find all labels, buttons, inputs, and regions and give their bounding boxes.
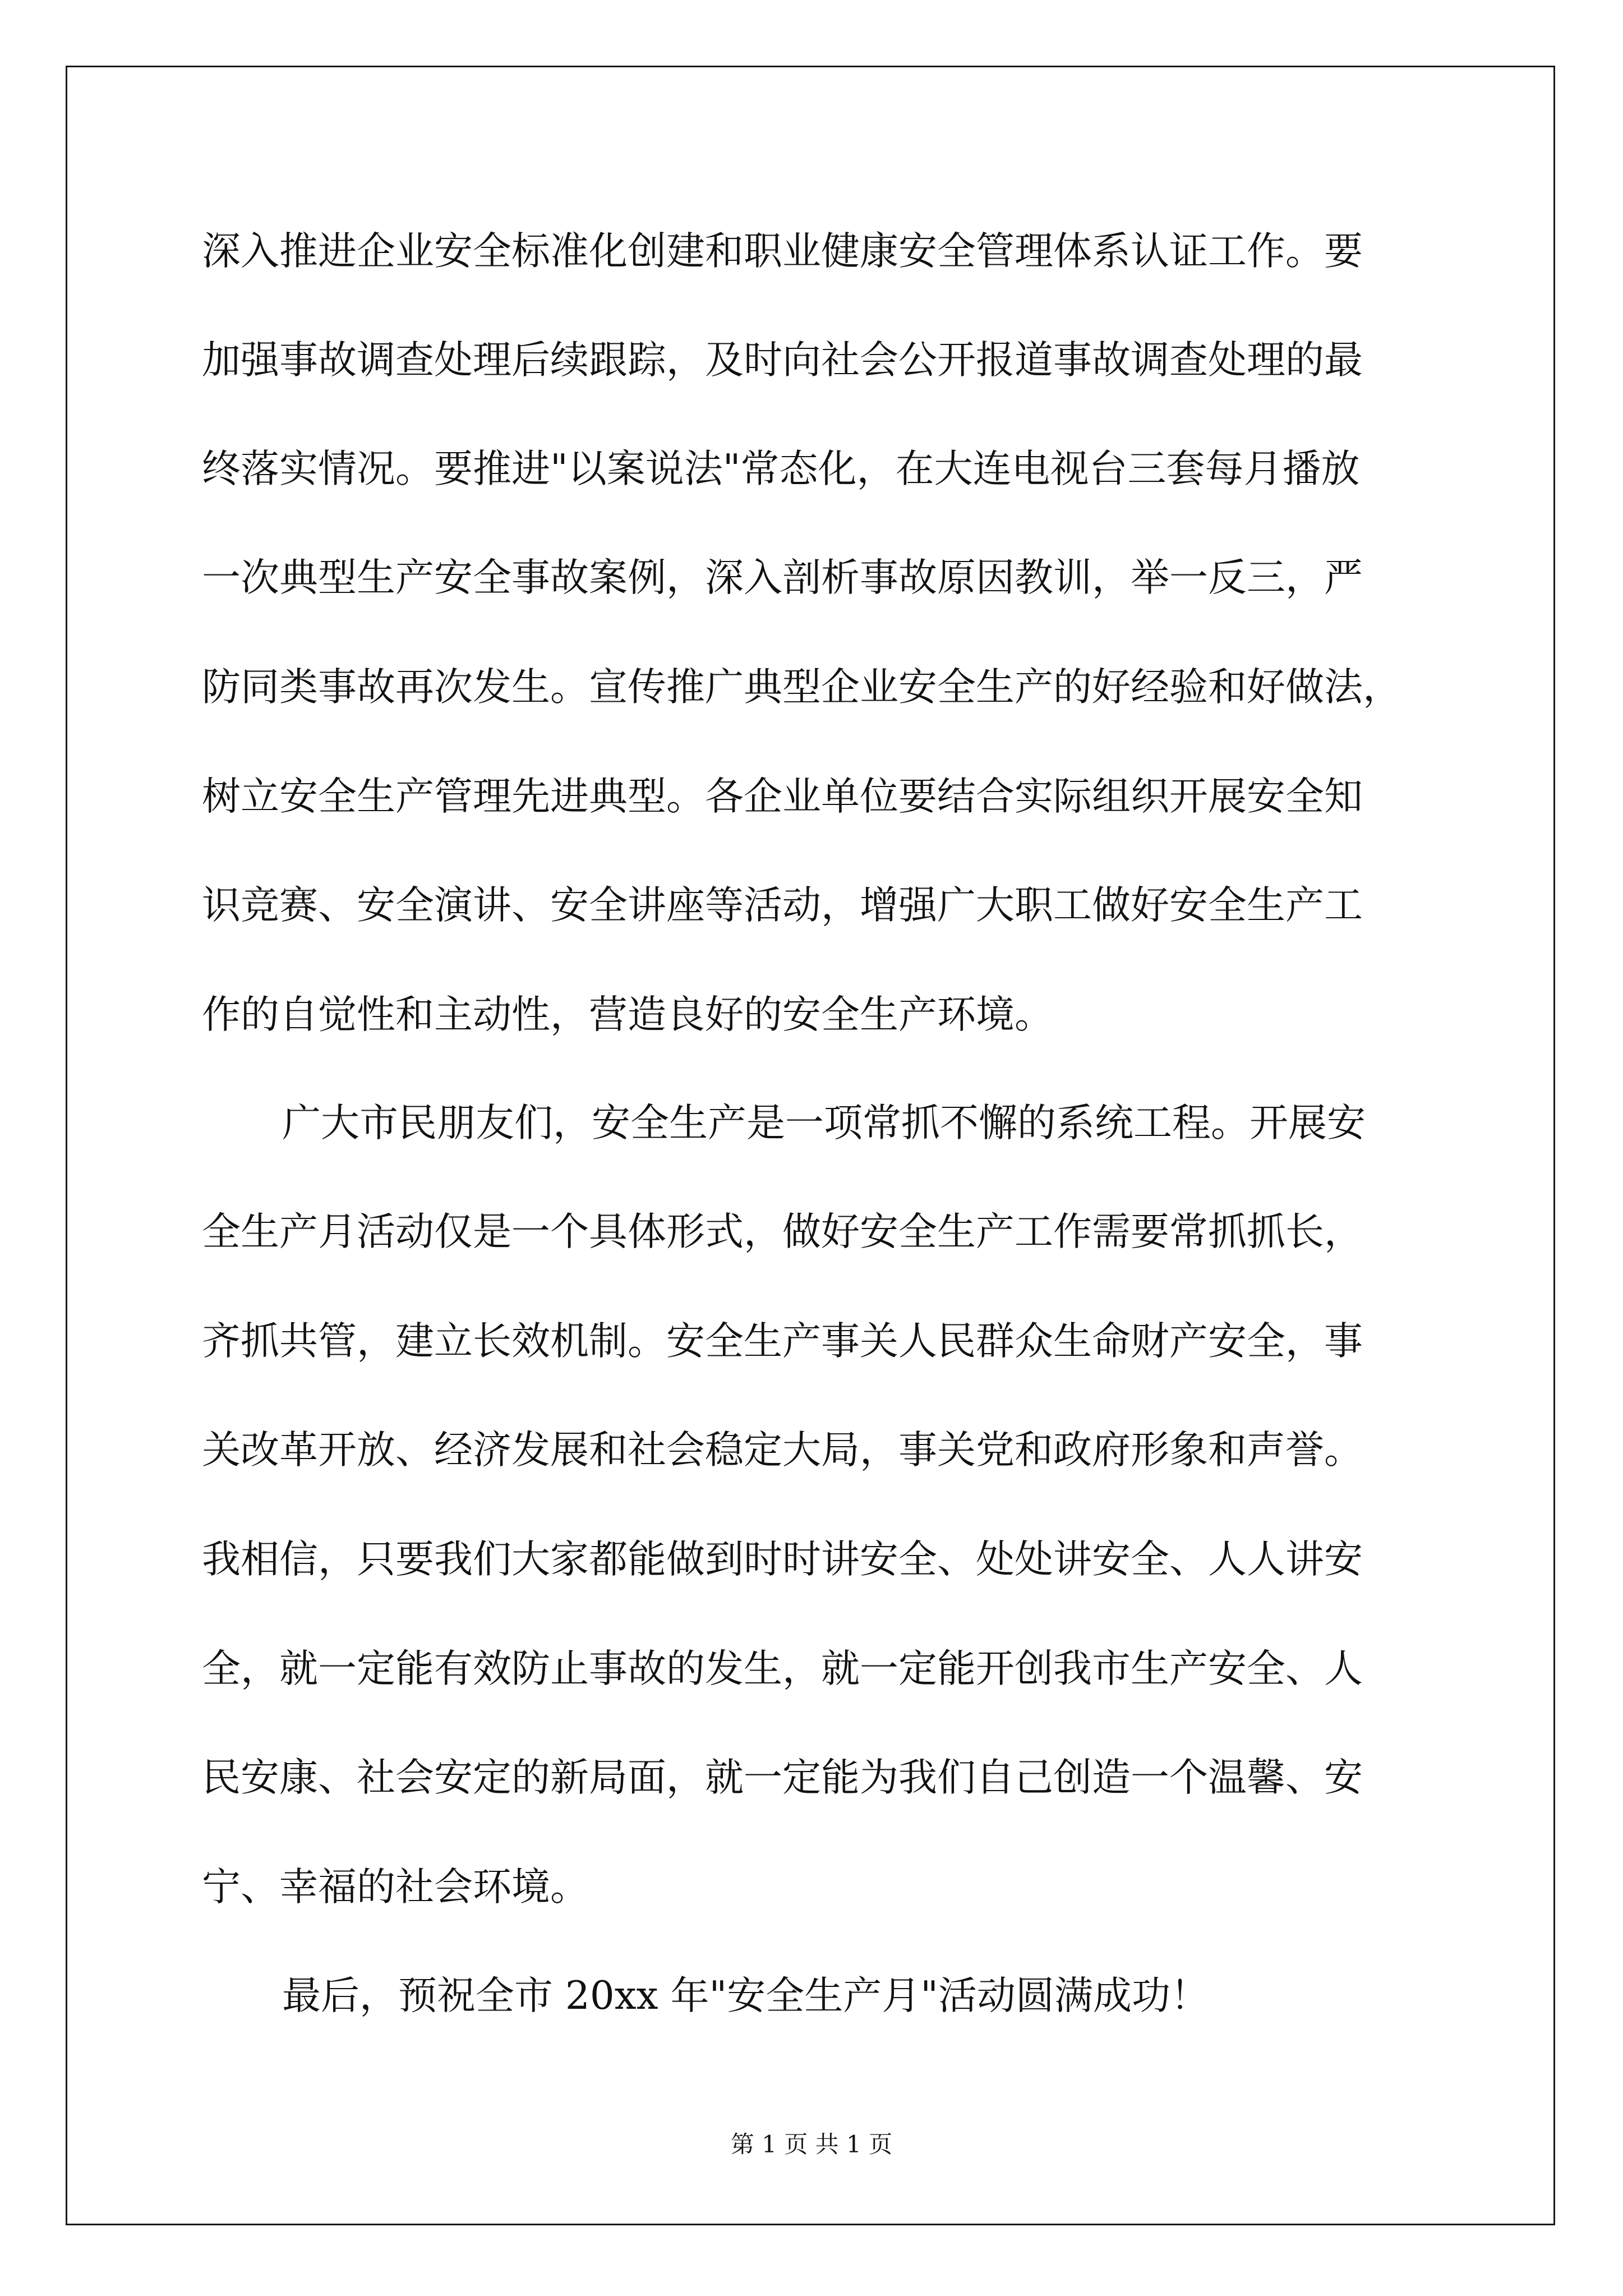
paragraph-first-line: 广大市民朋友们，安全生产是一项常抓不懈的系统工程。开展安 bbox=[282, 1101, 1366, 1145]
body-line: 宁、幸福的社会环境。 bbox=[202, 1865, 589, 1910]
body-line: 民安康、社会安定的新局面，就一定能为我们自己创造一个温馨、安 bbox=[202, 1755, 1363, 1800]
closing-line: 最后，预祝全市 20xx 年"安全生产月"活动圆满成功！ bbox=[282, 1973, 1209, 2018]
page-number: 第 1 页 共 1 页 bbox=[730, 2131, 893, 2158]
body-line: 关改革开放、经济发展和社会稳定大局，事关党和政府形象和声誉。 bbox=[202, 1428, 1363, 1473]
body-line: 防同类事故再次发生。宣传推广典型企业安全生产的好经验和好做法， bbox=[202, 665, 1401, 710]
body-line: 一次典型生产安全事故案例，深入剖析事故原因教训，举一反三，严 bbox=[202, 555, 1363, 600]
body-line: 加强事故调查处理后续跟踪，及时向社会公开报道事故调查处理的最 bbox=[202, 338, 1363, 383]
body-line: 作的自觉性和主动性，营造良好的安全生产环境。 bbox=[202, 992, 1053, 1037]
body-line: 终落实情况。要推进"以案说法"常态化，在大连电视台三套每月播放 bbox=[202, 447, 1360, 491]
body-line: 全生产月活动仅是一个具体形式，做好安全生产工作需要常抓抓长， bbox=[202, 1209, 1363, 1254]
body-line: 树立安全生产管理先进典型。各企业单位要结合实际组织开展安全知 bbox=[202, 774, 1363, 819]
body-line: 我相信，只要我们大家都能做到时时讲安全、处处讲安全、人人讲安 bbox=[202, 1537, 1363, 1582]
body-line: 全，就一定能有效防止事故的发生，就一定能开创我市生产安全、人 bbox=[202, 1646, 1363, 1691]
body-line: 深入推进企业安全标准化创建和职业健康安全管理体系认证工作。要 bbox=[202, 229, 1363, 274]
body-line: 齐抓共管，建立长效机制。安全生产事关人民群众生命财产安全，事 bbox=[202, 1319, 1363, 1364]
body-line: 识竞赛、安全演讲、安全讲座等活动，增强广大职工做好安全生产工 bbox=[202, 883, 1363, 928]
